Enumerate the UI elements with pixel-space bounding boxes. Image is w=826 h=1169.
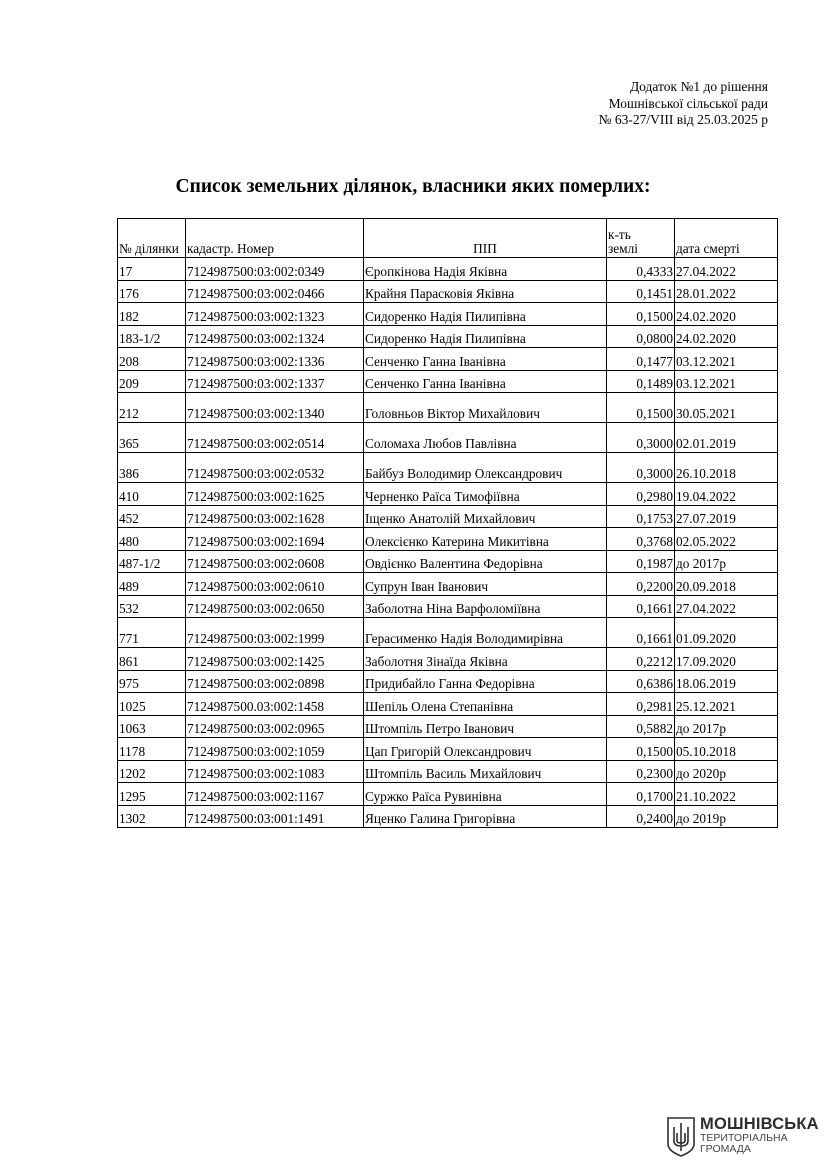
cell-plot-number: 1025 [118,693,186,716]
cell-land-area: 0,1700 [607,783,675,806]
cell-death-date: до 2017р [675,715,778,738]
annex-line-1: Додаток №1 до рішення [629,79,768,94]
trident-icon [667,1117,695,1157]
cell-full-name: Штомпіль Василь Михайлович [364,760,607,783]
table-row [118,805,778,828]
table-row [118,483,778,506]
cell-cadastral-number: 7124987500:03:002:1324 [186,325,364,348]
cell-plot-number: 410 [118,483,186,506]
community-logo [667,1115,819,1157]
cell-full-name: Єропкінова Надія Яківна [364,258,607,281]
cell-plot-number: 212 [118,393,186,423]
cell-land-area: 0,3000 [607,423,675,453]
cell-full-name: Сенченко Ганна Іванівна [364,370,607,393]
cell-cadastral-number: 7124987500:03:002:0965 [186,715,364,738]
cell-full-name: Іщенко Анатолій Михайлович [364,505,607,528]
cell-plot-number: 487-1/2 [118,550,186,573]
table-row [118,453,778,483]
cell-plot-number: 209 [118,370,186,393]
header-plot-number: № ділянки [118,219,186,258]
cell-death-date: 25.12.2021 [675,693,778,716]
logo-subtitle-line2: ГРОМАДА [700,1143,751,1155]
cell-death-date: 26.10.2018 [675,453,778,483]
cell-full-name: Сенченко Ганна Іванівна [364,348,607,371]
cell-cadastral-number: 7124987500:03:002:0532 [186,453,364,483]
cell-land-area: 0,1500 [607,738,675,761]
table-row [118,715,778,738]
cell-plot-number: 1063 [118,715,186,738]
cell-plot-number: 861 [118,648,186,671]
cell-death-date: до 2019р [675,805,778,828]
cell-full-name: Олексієнко Катерина Микитівна [364,528,607,551]
cell-death-date: 24.02.2020 [675,325,778,348]
cell-cadastral-number: 7124987500:03:002:1336 [186,348,364,371]
table-row [118,738,778,761]
cell-cadastral-number: 7124987500:03:001:1491 [186,805,364,828]
header-land-area-line2: землі [608,241,638,256]
cell-full-name: Байбуз Володимир Олександрович [364,453,607,483]
cell-full-name: Черненко Раїса Тимофіївна [364,483,607,506]
cell-land-area: 0,1987 [607,550,675,573]
cell-land-area: 0,2400 [607,805,675,828]
cell-full-name: Суржко Раїса Рувинівна [364,783,607,806]
cell-full-name: Заболотна Ніна Варфоломіївна [364,595,607,618]
cell-land-area: 0,1477 [607,348,675,371]
cell-land-area: 0,1661 [607,618,675,648]
cell-full-name: Шепіль Олена Степанівна [364,693,607,716]
cell-cadastral-number: 7124987500:03:002:0349 [186,258,364,281]
table-header-row [118,219,778,258]
cell-death-date: 24.02.2020 [675,303,778,326]
cell-death-date: 03.12.2021 [675,370,778,393]
cell-death-date: 02.01.2019 [675,423,778,453]
cell-plot-number: 176 [118,280,186,303]
cell-plot-number: 771 [118,618,186,648]
cell-plot-number: 386 [118,453,186,483]
cell-death-date: 19.04.2022 [675,483,778,506]
cell-full-name: Сидоренко Надія Пилипівна [364,303,607,326]
cell-land-area: 0,2212 [607,648,675,671]
table-row [118,370,778,393]
table-row [118,760,778,783]
table-row [118,280,778,303]
table-row [118,505,778,528]
land-plots-table [117,218,778,828]
cell-cadastral-number: 7124987500:03:002:0610 [186,573,364,596]
cell-plot-number: 1178 [118,738,186,761]
table-row [118,393,778,423]
cell-full-name: Заболотня Зінаїда Яківна [364,648,607,671]
cell-cadastral-number: 7124987500:03:002:1167 [186,783,364,806]
cell-land-area: 0,3000 [607,453,675,483]
cell-plot-number: 1295 [118,783,186,806]
cell-full-name: Супрун Іван Іванович [364,573,607,596]
cell-land-area: 0,4333 [607,258,675,281]
cell-land-area: 0,2300 [607,760,675,783]
cell-death-date: 18.06.2019 [675,670,778,693]
cell-death-date: 28.01.2022 [675,280,778,303]
cell-death-date: 20.09.2018 [675,573,778,596]
table-row [118,783,778,806]
cell-full-name: Сидоренко Надія Пилипівна [364,325,607,348]
cell-plot-number: 532 [118,595,186,618]
cell-death-date: 02.05.2022 [675,528,778,551]
header-cadastral-number: кадастр. Номер [186,219,364,258]
cell-plot-number: 975 [118,670,186,693]
cell-full-name: Герасименко Надія Володимирівна [364,618,607,648]
cell-land-area: 0,1451 [607,280,675,303]
cell-cadastral-number: 7124987500:03:002:1323 [186,303,364,326]
cell-plot-number: 489 [118,573,186,596]
cell-plot-number: 17 [118,258,186,281]
annex-line-3: № 63-27/VIII від 25.03.2025 р [598,112,768,128]
header-death-date: дата смерті [675,219,778,258]
header-full-name: ПІП [364,219,607,258]
cell-plot-number: 365 [118,423,186,453]
cell-land-area: 0,1661 [607,595,675,618]
cell-cadastral-number: 7124987500:03:002:1999 [186,618,364,648]
table-row [118,550,778,573]
cell-cadastral-number: 7124987500:03:002:1337 [186,370,364,393]
cell-death-date: 27.04.2022 [675,595,778,618]
cell-death-date: 03.12.2021 [675,348,778,371]
cell-death-date: 27.04.2022 [675,258,778,281]
table-row [118,258,778,281]
cell-death-date: 27.07.2019 [675,505,778,528]
cell-land-area: 0,2980 [607,483,675,506]
cell-land-area: 0,0800 [607,325,675,348]
cell-cadastral-number: 7124987500:03:002:1340 [186,393,364,423]
cell-cadastral-number: 7124987500:03:002:0466 [186,280,364,303]
table-row [118,528,778,551]
cell-death-date: до 2020р [675,760,778,783]
table-row [118,573,778,596]
annex-line-2: Мошнівської сільської ради [608,95,768,111]
cell-cadastral-number: 7124987500:03:002:1625 [186,483,364,506]
cell-death-date: 05.10.2018 [675,738,778,761]
cell-plot-number: 480 [118,528,186,551]
table-row [118,670,778,693]
cell-land-area: 0,1500 [607,303,675,326]
cell-plot-number: 182 [118,303,186,326]
logo-title: МОШНІВСЬКА [700,1115,819,1133]
cell-cadastral-number: 7124987500:03:002:1059 [186,738,364,761]
cell-plot-number: 452 [118,505,186,528]
header-land-area [607,219,675,258]
cell-full-name: Овдієнко Валентина Федорівна [364,550,607,573]
table-row [118,648,778,671]
cell-full-name: Штомпіль Петро Іванович [364,715,607,738]
cell-land-area: 0,3768 [607,528,675,551]
cell-cadastral-number: 7124987500:03:002:0650 [186,595,364,618]
cell-full-name: Соломаха Любов Павлівна [364,423,607,453]
cell-land-area: 0,1753 [607,505,675,528]
cell-cadastral-number: 7124987500.03:002:1458 [186,693,364,716]
cell-full-name: Яценко Галина Григорівна [364,805,607,828]
logo-subtitle-line1: ТЕРИТОРІАЛЬНА [700,1132,788,1144]
cell-plot-number: 1302 [118,805,186,828]
cell-cadastral-number: 7124987500:03:002:1083 [186,760,364,783]
table-row [118,348,778,371]
cell-full-name: Придибайло Ганна Федорівна [364,670,607,693]
cell-land-area: 0,5882 [607,715,675,738]
cell-cadastral-number: 7124987500:03:002:1694 [186,528,364,551]
page-title: Список земельних ділянок, власники яких померлих: [175,176,651,197]
table-row [118,303,778,326]
cell-cadastral-number: 7124987500:03:002:0898 [186,670,364,693]
cell-land-area: 0,2981 [607,693,675,716]
cell-full-name: Цап Григорій Олександрович [364,738,607,761]
cell-plot-number: 208 [118,348,186,371]
cell-death-date: 21.10.2022 [675,783,778,806]
cell-death-date: 01.09.2020 [675,618,778,648]
table-row [118,693,778,716]
table-row [118,325,778,348]
table-body [118,258,778,828]
cell-death-date: 30.05.2021 [675,393,778,423]
cell-cadastral-number: 7124987500:03:002:1628 [186,505,364,528]
table-row [118,595,778,618]
table-row [118,618,778,648]
cell-death-date: до 2017р [675,550,778,573]
cell-land-area: 0,2200 [607,573,675,596]
cell-cadastral-number: 7124987500:03:002:0608 [186,550,364,573]
cell-land-area: 0,6386 [607,670,675,693]
cell-plot-number: 183-1/2 [118,325,186,348]
cell-cadastral-number: 7124987500:03:002:1425 [186,648,364,671]
decision-annex-note [599,79,768,129]
cell-full-name: Крайня Парасковія Яківна [364,280,607,303]
table-row [118,423,778,453]
cell-cadastral-number: 7124987500:03:002:0514 [186,423,364,453]
cell-full-name: Головньов Віктор Михайлович [364,393,607,423]
header-land-area-line1: к-ть [608,227,631,242]
cell-death-date: 17.09.2020 [675,648,778,671]
cell-plot-number: 1202 [118,760,186,783]
cell-land-area: 0,1500 [607,393,675,423]
cell-land-area: 0,1489 [607,370,675,393]
